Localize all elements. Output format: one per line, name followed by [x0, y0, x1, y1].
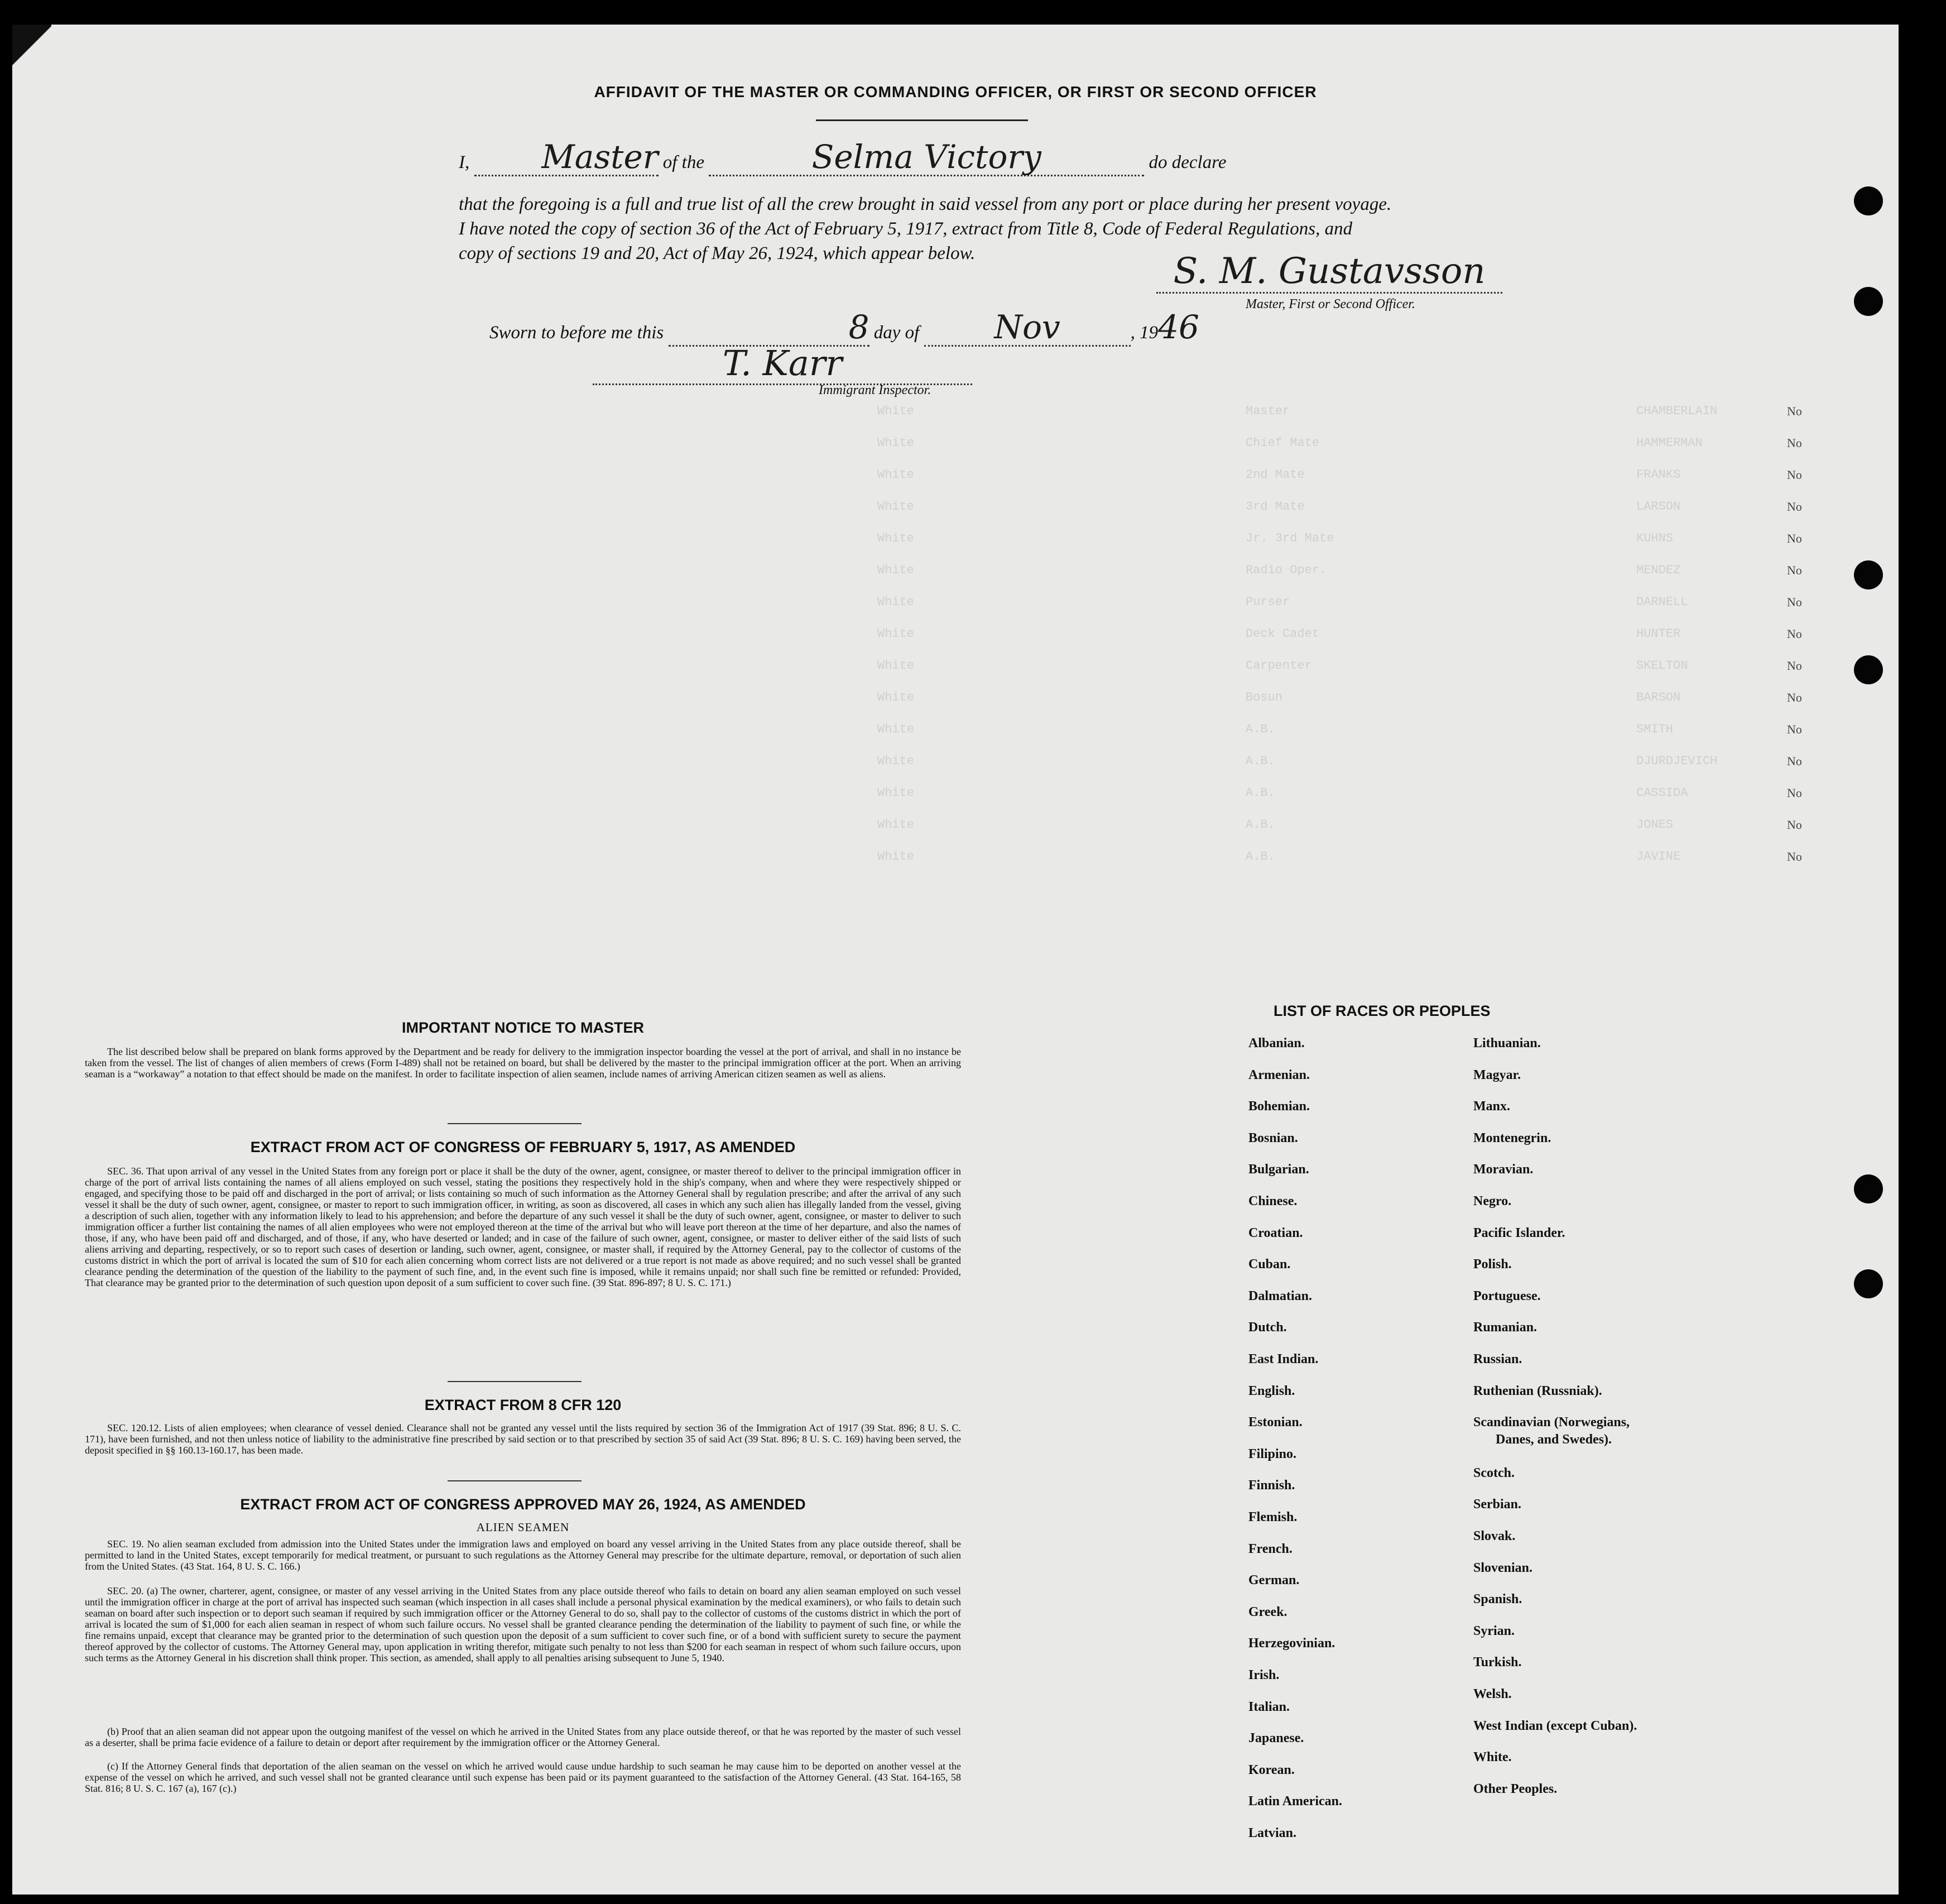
- divider: [448, 1480, 582, 1481]
- ghost-cell-c3: White: [877, 500, 915, 514]
- punch-hole: [1854, 186, 1883, 215]
- race-item: Moravian.: [1473, 1162, 1534, 1177]
- ghost-cell-c3: White: [877, 436, 915, 450]
- year-handwritten: 46: [1158, 308, 1199, 346]
- ghost-cell-c2: Deck Cadet: [1246, 627, 1320, 641]
- ghost-cell-c2: Master: [1246, 404, 1290, 418]
- punch-hole: [1854, 287, 1883, 316]
- race-item: Lithuanian.: [1473, 1036, 1541, 1051]
- race-item: Latin American.: [1248, 1794, 1342, 1809]
- race-item: Albanian.: [1248, 1036, 1305, 1051]
- ghost-cell-name: SKELTON: [1636, 659, 1688, 673]
- extract-cfr-title: EXTRACT FROM 8 CFR 120: [424, 1397, 622, 1413]
- ghost-cell-c2: 3rd Mate: [1246, 500, 1305, 514]
- race-item: White.: [1473, 1750, 1512, 1765]
- ghost-cell-c2: A.B.: [1246, 786, 1275, 800]
- sec-20a-body: SEC. 20. (a) The owner, charterer, agent, consignee, or master of any vessel arriving in the United States from any place outside thereof who fails to detain on board any alien seaman employed on such vessel until the immigration officer in charge at the port of arrival has inspected such seaman (which inspection in all cases shall include a personal physical examination by the medical examiners), or who fails to detain such seaman on board after such inspection or to deport such seaman if required by such immigration officer or the Attorney General to do so, shall pay to the collector of customs of the customs district in which the port of arrival is located the sum of $1,000 for each alien seaman in respect of whom such failure occurs. No vessel shall be granted clearance pending the determination of the liability to payment of such fine, or while the fine remains unpaid, except that clearance may be granted prior to the determination of such question upon the deposit of a sum sufficient to cover such fine, or of a bond with sufficient surety to secure the payment thereof approved by the collector of customs. The Attorney General may, upon application in writing therefor, mitigate such penalty to not less than $200 for each seaman in respect of whom such failure occurs, upon such terms as the Attorney General in his discretion shall think proper. This section, as amended, shall apply to all penalties arising subsequent to June 5, 1940.: [85, 1585, 961, 1663]
- ghost-cell-c3: White: [877, 754, 915, 768]
- races-title: LIST OF RACES OR PEOPLES: [1274, 1003, 1491, 1019]
- signature-caption: Master, First or Second Officer.: [1246, 297, 1415, 311]
- ghost-row: [420, 436, 1871, 449]
- race-item: Other Peoples.: [1473, 1781, 1558, 1796]
- race-item: Negro.: [1473, 1194, 1512, 1208]
- race-item: Italian.: [1248, 1699, 1290, 1714]
- do-declare-label: do declare: [1149, 152, 1227, 172]
- signature-line: [1156, 251, 1502, 294]
- race-item: Cuban.: [1248, 1257, 1291, 1272]
- affidavit-line-1: [459, 138, 1508, 176]
- race-item: Korean.: [1248, 1762, 1295, 1777]
- notice-title: IMPORTANT NOTICE TO MASTER: [402, 1019, 644, 1036]
- race-item: Bulgarian.: [1248, 1162, 1309, 1177]
- ghost-cell-c3: White: [877, 627, 915, 641]
- affidavit-line-4: copy of sections 19 and 20, Act of May 26, 1924, which appear below.: [459, 243, 976, 263]
- punch-hole: [1854, 1269, 1883, 1298]
- ghost-cell-c3: White: [877, 404, 915, 418]
- race-item: Irish.: [1248, 1668, 1280, 1682]
- ghost-row: [420, 468, 1871, 481]
- ghost-cell-no: No: [1787, 404, 1802, 418]
- ghost-cell-no: No: [1787, 786, 1802, 800]
- ghost-cell-c3: White: [877, 818, 915, 832]
- ghost-cell-no: No: [1787, 818, 1802, 832]
- race-item: Manx.: [1473, 1099, 1510, 1114]
- ghost-cell-no: No: [1787, 754, 1802, 768]
- of-the-label: of the: [662, 152, 704, 172]
- race-item: French.: [1248, 1541, 1292, 1556]
- race-item: Filipino.: [1248, 1446, 1297, 1461]
- ghost-cell-c2: A.B.: [1246, 850, 1275, 864]
- month-handwritten: Nov: [994, 308, 1060, 346]
- race-item: Danes, and Swedes).: [1496, 1432, 1612, 1447]
- divider: [448, 1381, 582, 1382]
- title-rule: [816, 119, 1028, 121]
- race-item: Herzegovinian.: [1248, 1636, 1335, 1651]
- affidavit-title: AFFIDAVIT OF THE MASTER OR COMMANDING OFFICER, OR FIRST OR SECOND OFFICER: [594, 83, 1317, 100]
- ghost-row: [420, 818, 1871, 831]
- ghost-row: [420, 786, 1871, 799]
- ghost-cell-c2: Radio Oper.: [1246, 563, 1327, 577]
- vessel-handwritten: Selma Victory: [811, 138, 1041, 176]
- race-item: Syrian.: [1473, 1623, 1515, 1638]
- race-item: East Indian.: [1248, 1352, 1319, 1366]
- ghost-cell-no: No: [1787, 627, 1802, 641]
- ghost-row: [420, 404, 1871, 418]
- inspector-line: [593, 343, 972, 385]
- ghost-cell-name: HUNTER: [1636, 627, 1681, 641]
- ghost-cell-c3: White: [877, 531, 915, 545]
- ghost-cell-no: No: [1787, 563, 1802, 577]
- race-item: Rumanian.: [1473, 1320, 1537, 1335]
- ghost-cell-no: No: [1787, 690, 1802, 704]
- inspector-signature: T. Karr: [722, 343, 843, 383]
- race-item: Chinese.: [1248, 1194, 1298, 1208]
- ghost-cell-c2: A.B.: [1246, 818, 1275, 832]
- ghost-cell-c2: 2nd Mate: [1246, 468, 1305, 482]
- i-label: I,: [459, 152, 470, 172]
- ghost-cell-c3: White: [877, 850, 915, 864]
- race-item: Serbian.: [1473, 1497, 1522, 1512]
- ghost-cell-c3: White: [877, 786, 915, 800]
- race-item: German.: [1248, 1573, 1300, 1588]
- ghost-row: [420, 595, 1871, 608]
- race-item: Bosnian.: [1248, 1130, 1298, 1145]
- race-item: English.: [1248, 1383, 1295, 1398]
- race-item: West Indian (except Cuban).: [1473, 1718, 1637, 1733]
- race-item: Montenegrin.: [1473, 1130, 1551, 1145]
- race-item: Dutch.: [1248, 1320, 1287, 1335]
- ghost-cell-name: FRANKS: [1636, 468, 1681, 482]
- sworn-label: Sworn to before me this: [489, 323, 664, 343]
- ghost-cell-name: JAVINE: [1636, 850, 1681, 864]
- race-item: Pacific Islander.: [1473, 1225, 1565, 1240]
- day-handwritten: 8: [848, 308, 869, 346]
- ghost-row: [420, 659, 1871, 672]
- divider: [448, 1123, 582, 1124]
- race-item: Portuguese.: [1473, 1288, 1541, 1303]
- ghost-row: [420, 500, 1871, 513]
- race-item: Bohemian.: [1248, 1099, 1310, 1114]
- extract-1917-title: EXTRACT FROM ACT OF CONGRESS OF FEBRUARY 5, 1917, AS AMENDED: [250, 1139, 796, 1155]
- ghost-row: [420, 850, 1871, 863]
- extract-cfr-body: SEC. 120.12. Lists of alien employees; when clearance of vessel denied. Clearance shall not be granted any vessel until the lists required by section 36 of the Immigration Act of 1917 (39 Stat. 896; 8 U. S. C. 171), have been furnished, and not then unless notice of liability to the administrative fine prescribed by said section or to that prescribed by section 35 of said Act (39 Stat. 896; 8 U. S. C. 169) having been served, the deposit specified in §§ 160.13-160.17, has been made.: [85, 1422, 961, 1456]
- day-of-label: day of: [873, 323, 920, 343]
- ghost-row: [420, 722, 1871, 736]
- race-item: Croatian.: [1248, 1225, 1303, 1240]
- ghost-cell-no: No: [1787, 850, 1802, 864]
- ghost-cell-no: No: [1787, 468, 1802, 482]
- ghost-cell-c2: Purser: [1246, 595, 1290, 609]
- alien-seamen-subtitle: ALIEN SEAMEN: [476, 1521, 570, 1534]
- ghost-cell-name: MENDEZ: [1636, 563, 1681, 577]
- ghost-cell-name: CASSIDA: [1636, 786, 1688, 800]
- race-item: Polish.: [1473, 1257, 1512, 1272]
- ghost-row: [420, 563, 1871, 577]
- ghost-cell-no: No: [1787, 436, 1802, 450]
- sec-19-body: SEC. 19. No alien seaman excluded from admission into the United States under the immigration laws and employed on board any vessel arriving in the United States from any place outside thereof, shall be permitted to land in the United States, except temporarily for medical treatment, or pursuant to such regulations as the Attorney General may prescribe for the ultimate departure, removal, or deportation of such alien from the United States. (43 Stat. 164, 8 U. S. C. 166.): [85, 1538, 961, 1572]
- sworn-line: [489, 308, 1327, 347]
- race-item: Dalmatian.: [1248, 1288, 1312, 1303]
- ghost-cell-name: BARSON: [1636, 690, 1681, 704]
- race-item: Slovak.: [1473, 1528, 1516, 1543]
- race-item: Ruthenian (Russniak).: [1473, 1383, 1602, 1398]
- race-item: Spanish.: [1473, 1592, 1522, 1607]
- ghost-cell-c2: Carpenter: [1246, 659, 1312, 673]
- ghost-cell-no: No: [1787, 595, 1802, 609]
- inspector-caption: Immigrant Inspector.: [819, 383, 931, 397]
- year-prefix: , 19: [1130, 323, 1159, 343]
- ghost-cell-c3: White: [877, 563, 915, 577]
- ghost-cell-c3: White: [877, 659, 915, 673]
- race-item: Armenian.: [1248, 1067, 1310, 1082]
- ghost-row: [420, 627, 1871, 640]
- ghost-cell-name: KUHNS: [1636, 531, 1674, 545]
- ghost-cell-no: No: [1787, 531, 1802, 545]
- race-item: Russian.: [1473, 1352, 1522, 1366]
- race-item: Turkish.: [1473, 1655, 1522, 1670]
- ghost-cell-c3: White: [877, 595, 915, 609]
- ghost-cell-c3: White: [877, 468, 915, 482]
- race-item: Welsh.: [1473, 1686, 1512, 1701]
- manifest-sheet: [12, 25, 1899, 1895]
- ghost-cell-no: No: [1787, 659, 1802, 673]
- torn-corner: [12, 25, 51, 86]
- sec-20b-body: (b) Proof that an alien seaman did not appear upon the outgoing manifest of the vessel on which he arrived in the United States from any place outside thereof, or that he was reported by the master of such vessel as a deserter, shall be prima facie evidence of a failure to detain or deport after requirement by the immigration officer or the Attorney General.: [85, 1726, 961, 1748]
- ghost-cell-name: HAMMERMAN: [1636, 436, 1703, 450]
- notice-body: The list described below shall be prepared on blank forms approved by the Department and be ready for delivery to the immigration inspector boarding the vessel at the port of arrival, and shall in no instance be taken from the vessel. The list of changes of alien members of crews (Form I-489) shall not be retained on board, but shall be delivered by the master to the principal immigration officer at the port. When an arriving seaman is a “workaway” a notation to that effect should be made on the manifest. In order to facilitate inspection of alien seamen, include names of arriving American citizen seamen as well as aliens.: [85, 1046, 961, 1080]
- sec-20c-body: (c) If the Attorney General finds that deportation of the alien seaman on the vessel on which he arrived would cause undue hardship to such seaman he may cause him to be deported on another vessel at the expense of the vessel on which he arrived, and such vessel shall not be granted clearance until such expense has been paid or its payment guaranteed to the satisfaction of the Attorney General. (43 Stat. 164-165, 58 Stat. 816; 8 U. S. C. 167 (a), 167 (c).): [85, 1761, 961, 1794]
- ghost-cell-name: JONES: [1636, 818, 1674, 832]
- race-item: Finnish.: [1248, 1478, 1295, 1493]
- ghost-cell-c2: A.B.: [1246, 754, 1275, 768]
- ghost-row: [420, 690, 1871, 704]
- race-item: Slovenian.: [1473, 1560, 1533, 1575]
- race-item: Scandinavian (Norwegians,: [1473, 1415, 1630, 1430]
- ghost-cell-name: DJURDJEVICH: [1636, 754, 1718, 768]
- ghost-cell-c2: Bosun: [1246, 690, 1283, 704]
- race-item: Greek.: [1248, 1604, 1287, 1619]
- race-item: Estonian.: [1248, 1415, 1303, 1430]
- ghost-cell-c2: Chief Mate: [1246, 436, 1320, 450]
- punch-hole: [1854, 1174, 1883, 1203]
- ghost-cell-no: No: [1787, 500, 1802, 514]
- ghost-cell-name: LARSON: [1636, 500, 1681, 514]
- ghost-cell-name: SMITH: [1636, 722, 1674, 736]
- ghost-cell-name: DARNELL: [1636, 595, 1688, 609]
- race-item: Scotch.: [1473, 1465, 1515, 1480]
- affidavit-line-2: that the foregoing is a full and true list of all the crew brought in said vessel from any port or place during her present voyage.: [459, 194, 1392, 214]
- race-item: Latvian.: [1248, 1826, 1297, 1840]
- rank-handwritten: Master: [541, 138, 659, 176]
- extract-1924-title: EXTRACT FROM ACT OF CONGRESS APPROVED MAY 26, 1924, AS AMENDED: [240, 1496, 806, 1513]
- ghost-cell-c3: White: [877, 690, 915, 704]
- master-signature: S. M. Gustavsson: [1173, 251, 1486, 292]
- ghost-cell-name: CHAMBERLAIN: [1636, 404, 1718, 418]
- ghost-cell-c3: White: [877, 722, 915, 736]
- affidavit-line-3: I have noted the copy of section 36 of the Act of February 5, 1917, extract from Title 8, Code of Federal Regulations, and: [459, 219, 1353, 239]
- ghost-cell-no: No: [1787, 722, 1802, 736]
- ghost-row: [420, 754, 1871, 768]
- ghost-cell-c2: Jr. 3rd Mate: [1246, 531, 1334, 545]
- ghost-cell-c2: A.B.: [1246, 722, 1275, 736]
- race-item: Magyar.: [1473, 1067, 1521, 1082]
- race-item: Japanese.: [1248, 1731, 1304, 1746]
- race-item: Flemish.: [1248, 1510, 1298, 1524]
- ghost-row: [420, 531, 1871, 545]
- extract-1917-body: SEC. 36. That upon arrival of any vessel in the United States from any foreign port or place it shall be the duty of the owner, agent, consignee, or master thereof to deliver to the principal immigration officer in charge of the port of arrival lists containing the names of all aliens employed on such vessel, stating the positions they respectively hold in the ship's company, when and where they were respectively shipped or engaged, and specifying those to be paid off and discharged in the port of arrival; or lists containing so much of such information as the Attorney General shall by regulation prescribe; and after the arrival of any such vessel it shall be the duty of such owner, agent, consignee, or master to report to such immigration officer, in writing, as soon as discovered, all cases in which any such alien has illegally landed from the vessel, giving a description of such alien, together with any information likely to lead to his apprehension; and before the departure of any such vessel it shall be the duty of such owner, agent, consignee, or master to deliver to such immigration officer a further list containing the names of all alien employees who were not employed thereon at the time of the arrival but who will leave port thereon at the time of her departure, and also the names of those, if any, who have been paid off and discharged, and of those, if any, who have deserted or landed; and in case of the failure of such owner, agent, consignee, or master to deliver either of the said lists of such aliens arriving and departing, respectively, or so to report such cases of desertion or landing, such owner, agent, consignee, or master shall, if required by the Attorney General, pay to the collector of customs of the customs district in which the port of arrival is located the sum of $10 for each alien concerning whom correct lists are not delivered or a true report is not made as above required; and no such vessel shall be granted clearance pending the determination of the question of the liability to the payment of such fine, and, in the event such fine is imposed, while it remains unpaid; nor shall such fine be remitted or refunded: Provided, That clearance may be granted prior to the determination of such question upon deposit of a sum sufficient to cover such fine. (39 Stat. 896-897; 8 U. S. C. 171.): [85, 1166, 961, 1288]
